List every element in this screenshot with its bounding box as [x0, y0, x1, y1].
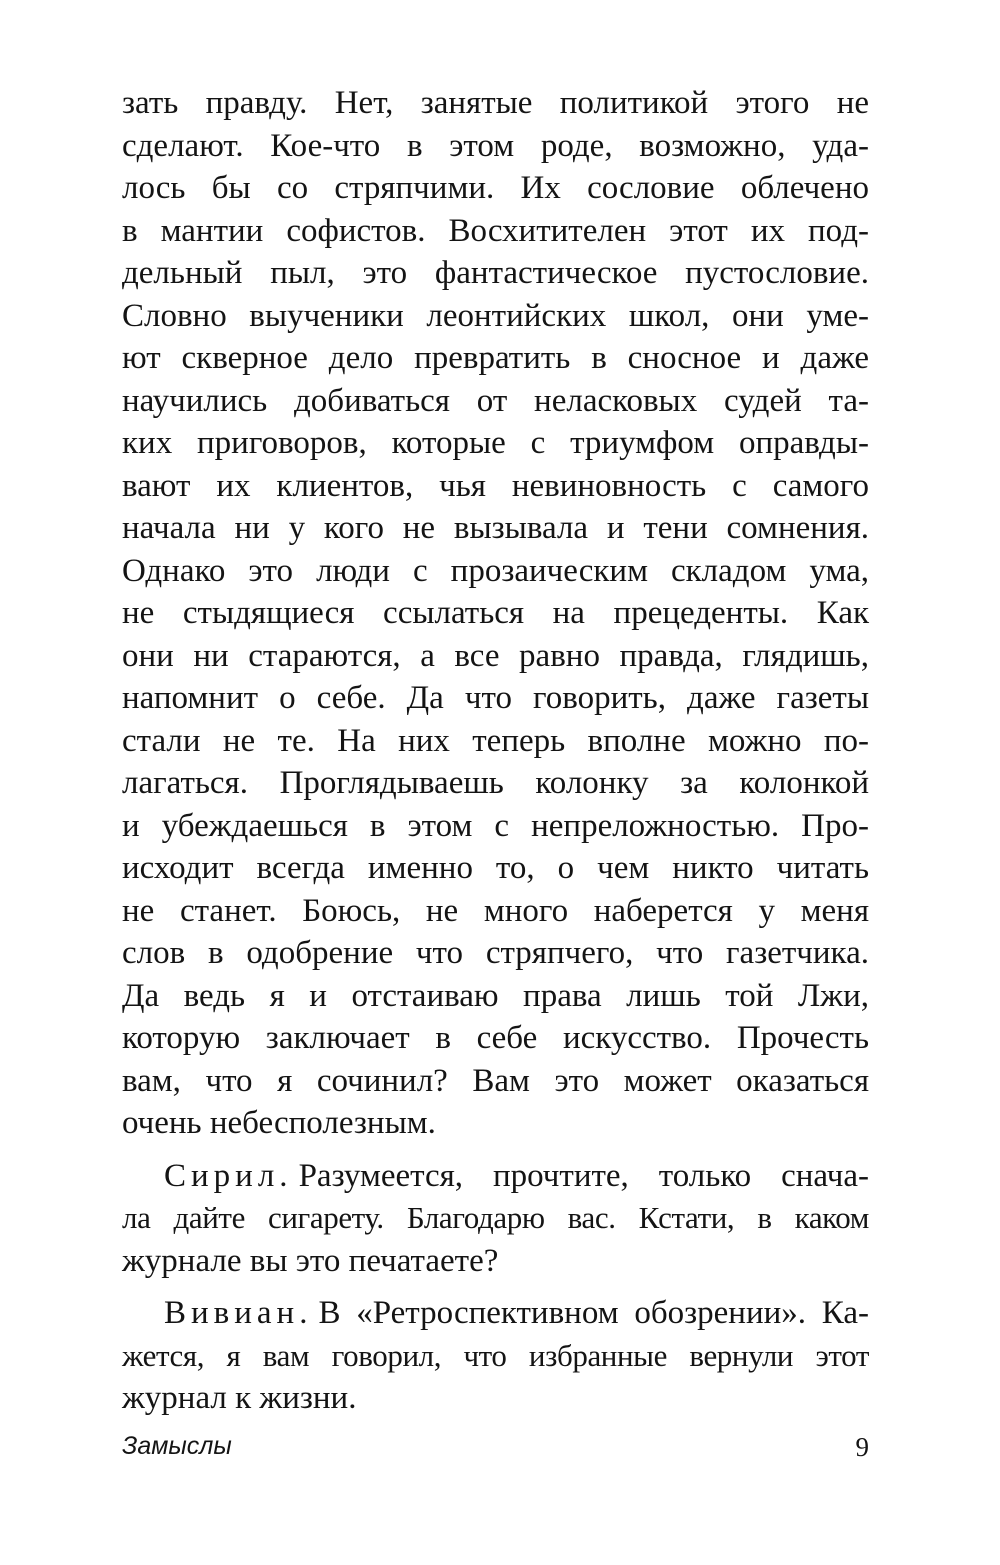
paragraph-vivian-continued	[122, 82, 869, 1145]
page-body	[122, 82, 869, 1420]
text-line: исходит всегда именно то, о чем никто читать	[122, 850, 869, 886]
text-line: Словно выученики леонтийских школ, они уме-	[122, 297, 869, 334]
paragraph-vivian	[122, 1292, 869, 1420]
text-line: не стыдящиеся ссылаться на прецеденты. Как	[122, 595, 869, 631]
text-line: ких приговоров, которые с триумфом оправды-	[122, 425, 869, 461]
text-line	[122, 1155, 869, 1198]
text-line: в мантии софистов. Восхитителен этот их под-	[122, 212, 869, 249]
text-line: ют скверное дело превратить в сносное и даже	[122, 340, 869, 376]
text-line: Однако это люди с прозаическим складом ума,	[122, 552, 869, 589]
text-line: они ни стараются, а все равно правда, глядишь,	[122, 637, 869, 674]
text-line: журнал к жизни.	[122, 1380, 357, 1416]
text-line: которую заключает в себе искусство. Прочесть	[122, 1020, 869, 1056]
text-line	[122, 1292, 869, 1335]
speaker-name: Сирил.	[164, 1157, 293, 1194]
text-line: не станет. Боюсь, не много наберется у меня	[122, 892, 869, 929]
text-line: слов в одобрение что стряпчего, что газетчика.	[122, 935, 869, 971]
text-line: вам, что я сочинил? Вам это может оказаться	[122, 1062, 869, 1099]
text-line: стали не те. На них теперь вполне можно по-	[122, 722, 869, 759]
text-line: жется, я вам говорил, что избранные вернули этот	[122, 1337, 869, 1373]
text-line: сделают. Кое-что в этом роде, возможно, уда-	[122, 127, 869, 164]
dialogue-text: В «Ретроспективном обозрении». Ка-	[318, 1295, 869, 1331]
text-line: научились добиваться от неласковых судей та-	[122, 382, 869, 419]
text-line: дельный пыл, это фантастическое пустословие.	[122, 255, 869, 291]
text-line: напомнит о себе. Да что говорить, даже газеты	[122, 680, 869, 716]
text-line: очень небесполезным.	[122, 1105, 436, 1141]
text-line: зать правду. Нет, занятые политикой этого не	[122, 85, 869, 121]
text-line: ла дайте сигарету. Благодарю вас. Кстати, в каком	[122, 1200, 869, 1235]
speaker-name: Вивиан.	[164, 1295, 313, 1331]
text-line: начала ни у кого не вызывала и тени сомнения.	[122, 510, 869, 546]
text-line: лось бы со стряпчими. Их сословие облечено	[122, 170, 869, 206]
text-line: и убеждаешься в этом с непреложностью. Про-	[122, 807, 869, 844]
page-footer	[122, 1432, 869, 1468]
text-line: журнале вы это печатаете?	[122, 1242, 499, 1279]
running-title: Замыслы	[122, 1432, 232, 1460]
text-line: лагаться. Проглядываешь колонку за колонкой	[122, 765, 869, 801]
dialogue-text: Разумеется, прочтите, только снача-	[298, 1157, 869, 1194]
text-line: вают их клиентов, чья невиновность с самого	[122, 467, 869, 504]
text-line: Да ведь я и отстаиваю права лишь той Лжи,	[122, 977, 869, 1014]
page-number: 9	[855, 1432, 869, 1462]
paragraph-cyril	[122, 1155, 869, 1283]
